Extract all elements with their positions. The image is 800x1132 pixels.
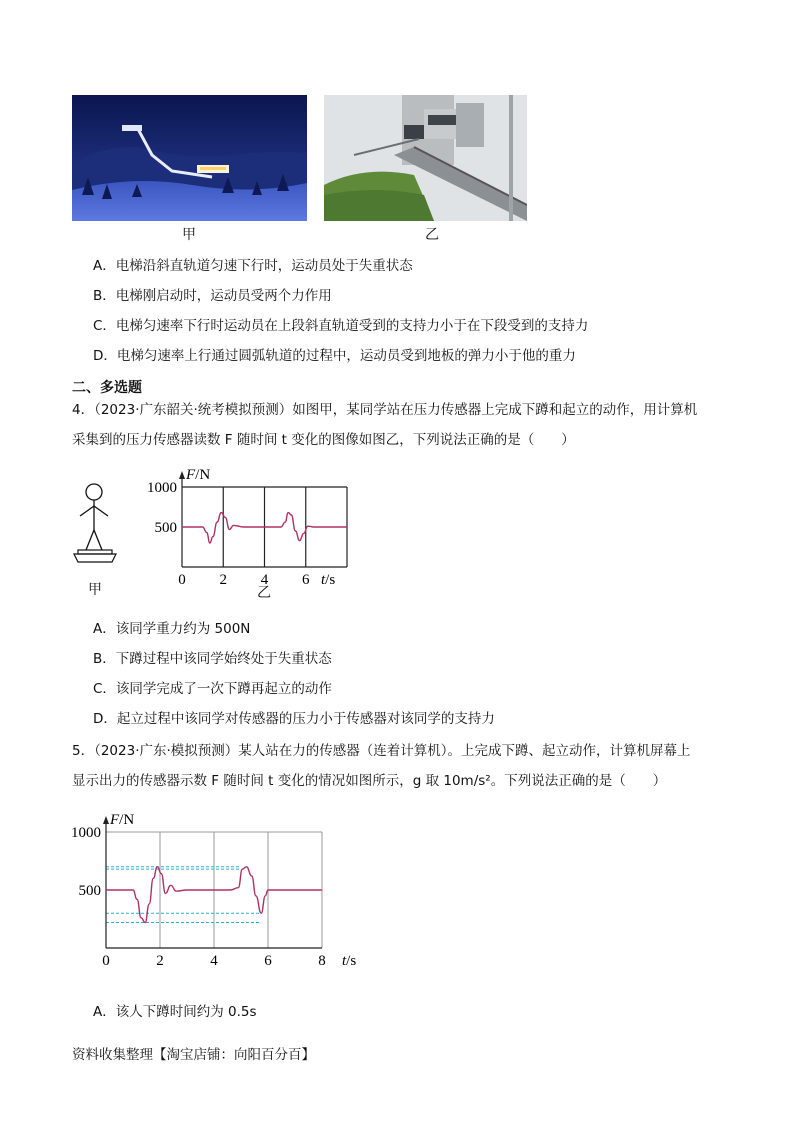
- q4-stem-line2: 采集到的压力传感器读数 F 随时间 t 变化的图像如图乙，下列说法正确的是（ ）: [72, 432, 575, 448]
- ski-jump-night-photo: [72, 95, 307, 221]
- q5-stem-line2: 显示出力的传感器示数 F 随时间 t 变化的情况如图所示，g 取 10m/s²。下列说法正确的是（ ）: [72, 773, 667, 789]
- q4-figure-caption-right: 乙: [257, 585, 271, 601]
- q4-option-c: C．该同学完成了一次下蹲再起立的动作: [93, 681, 332, 697]
- section-title: 二、多选题: [72, 380, 142, 396]
- q5-stem-line1: 5．（2023·广东·模拟预测）某人站在力的传感器（连着计算机）。上完成下蹲、起立动作，计算机屏幕上: [72, 743, 691, 759]
- person-on-scale-figure: [70, 480, 120, 565]
- ski-jump-elevator-photo: [324, 95, 527, 221]
- q5-chart-x-tick-label: 6: [264, 953, 272, 969]
- q4-force-time-chart: [140, 455, 380, 590]
- q5-chart-y-axis-label: F/N: [110, 812, 135, 828]
- q5-chart-x-tick-label: 8: [318, 953, 326, 969]
- q4-stem-line1: 4．（2023·广东韶关·统考模拟预测）如图甲，某同学站在压力传感器上完成下蹲和起立的动作，用计算机: [72, 402, 698, 418]
- q5-chart-x-tick-label: 4: [210, 953, 218, 969]
- q4-option-a: A．该同学重力约为 500N: [93, 621, 251, 637]
- footer-text: 资料收集整理【淘宝店铺：向阳百分百】: [72, 1047, 315, 1063]
- q5-chart-x-tick-label: 2: [156, 953, 164, 969]
- q4-chart-y-tick-label: 500: [154, 520, 177, 536]
- image-caption-right: 乙: [425, 227, 439, 243]
- q4-chart-x-tick-label: 6: [302, 572, 310, 588]
- q5-chart-y-axis-arrow: [103, 816, 109, 824]
- q5-force-time-chart: [70, 795, 370, 980]
- q3-option-c: C．电梯匀速率下行时运动员在上段斜直轨道受到的支持力小于在下段受到的支持力: [93, 318, 589, 334]
- q4-chart-x-tick-label: 4: [260, 572, 269, 588]
- q4-option-b: B．下蹲过程中该同学始终处于失重状态: [93, 651, 332, 667]
- q3-option-a: A．电梯沿斜直轨道匀速下行时，运动员处于失重状态: [93, 258, 413, 274]
- image-caption-left: 甲: [182, 227, 196, 243]
- q5-chart-y-tick-label: 500: [78, 883, 101, 899]
- q4-chart-x-tick-label: 0: [178, 572, 186, 588]
- q5-chart-x-axis-label: t/s: [342, 953, 357, 969]
- q5-chart-y-tick-label: 1000: [71, 825, 101, 841]
- q4-chart-y-tick-label: 1000: [147, 480, 177, 496]
- q3-option-d: D．电梯匀速率上行通过圆弧轨道的过程中，运动员受到地板的弹力小于他的重力: [93, 348, 576, 364]
- q4-chart-y-axis-arrow: [179, 471, 185, 479]
- q4-option-d: D．起立过程中该同学对传感器的压力小于传感器对该同学的支持力: [93, 711, 495, 727]
- q3-option-b: B．电梯刚启动时，运动员受两个力作用: [93, 288, 332, 304]
- q4-chart-y-axis-label: F/N: [186, 467, 211, 483]
- q5-chart-x-tick-label: 0: [102, 953, 110, 969]
- q5-option-a: A．该人下蹲时间约为 0.5s: [93, 1004, 257, 1020]
- q4-figure-caption-left: 甲: [88, 582, 102, 598]
- q4-chart-x-tick-label: 2: [219, 572, 227, 588]
- q4-chart-x-axis-label: t/s: [321, 572, 336, 588]
